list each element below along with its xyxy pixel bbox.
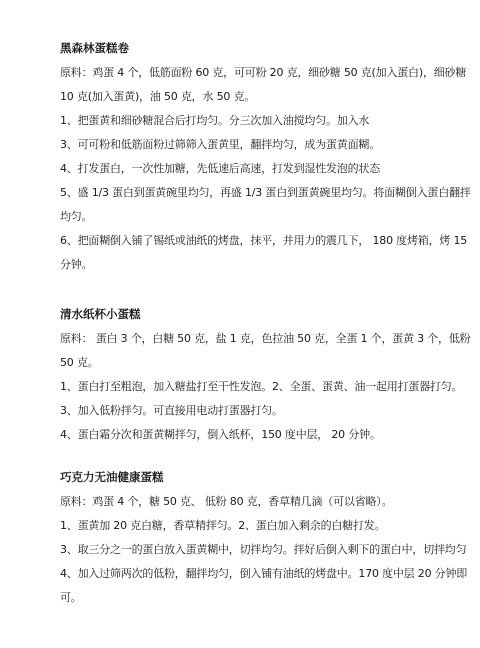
step-line-cont: 均匀。 xyxy=(60,210,93,223)
ingredients-line: 原料：鸡蛋 4 个，糖 50 克、 低粉 80 克，香草精几滴（可以省略）。 xyxy=(60,495,393,508)
step-line: 1、把蛋黄和细砂糖混合后打均匀。分三次加入油搅均匀。加入水 xyxy=(60,114,370,127)
step-line: 1、蛋黄加 20 克白糖，香草精拌匀。2、蛋白加入剩余的白糖打发。 xyxy=(60,519,386,532)
step-line: 5、盛 1/3 蛋白到蛋黄碗里均匀，再盛 1/3 蛋白到蛋黄碗里均匀。将面糊倒入蛋白翻拌 xyxy=(60,186,471,199)
step-line: 3、取三分之一的蛋白放入蛋黄糊中，切拌均匀。拌好后倒入剩下的蛋白中，切拌均匀 xyxy=(60,543,467,556)
step-line: 4、打发蛋白，一次性加糖，先低速后高速，打发到湿性发泡的状态 xyxy=(60,162,380,175)
step-line: 3、加入低粉拌匀。可直接用电动打蛋器打匀。 xyxy=(60,404,283,417)
step-line: 4、加入过筛两次的低粉，翻拌均匀，倒入铺有油纸的烤盘中。170 度中层 20 分钟即 xyxy=(60,567,468,580)
step-line-cont: 分钟。 xyxy=(60,258,93,271)
recipe-title: 黑森林蛋糕卷 xyxy=(60,41,129,55)
step-line: 1、蛋白打至粗泡，加入糖盐打至干性发泡。2、全蛋、蛋黄、油一起用打蛋器打匀。 xyxy=(60,380,463,393)
recipe-black-forest-roll xyxy=(60,41,471,272)
recipe-chocolate-oil-free-cake xyxy=(60,470,467,605)
ingredients-line: 原料： 蛋白 3 个，白糖 50 克，盐 1 克，色拉油 50 克，全蛋 1 个，蛋黄 3 个，低粉 xyxy=(60,332,471,345)
recipe-paper-cup-cake xyxy=(60,307,470,442)
ingredients-line-cont: 50 克。 xyxy=(60,356,99,369)
step-line: 3、可可粉和低筋面粉过筛筛入蛋黄里，翻拌均匀，成为蛋黄面糊。 xyxy=(60,138,380,151)
recipe-title: 巧克力无油健康蛋糕 xyxy=(60,470,164,484)
ingredients-line: 原料：鸡蛋 4 个，低筋面粉 60 克，可可粉 20 克，细砂糖 50 克(加入蛋白)，细砂糖 xyxy=(60,66,467,79)
step-line-cont: 可。 xyxy=(60,591,82,604)
ingredients-line-cont: 10 克(加入蛋黄)，油 50 克，水 50 克。 xyxy=(60,90,256,103)
step-line: 6、把面糊倒入铺了锡纸或油纸的烤盘，抹平，并用力的震几下， 180 度烤箱，烤 15 xyxy=(60,234,468,247)
recipe-title: 清水纸杯小蛋糕 xyxy=(60,307,141,321)
step-line: 4、蛋白霜分次和蛋黄糊拌匀，倒入纸杯，150 度中层， 20 分钟。 xyxy=(60,428,381,441)
